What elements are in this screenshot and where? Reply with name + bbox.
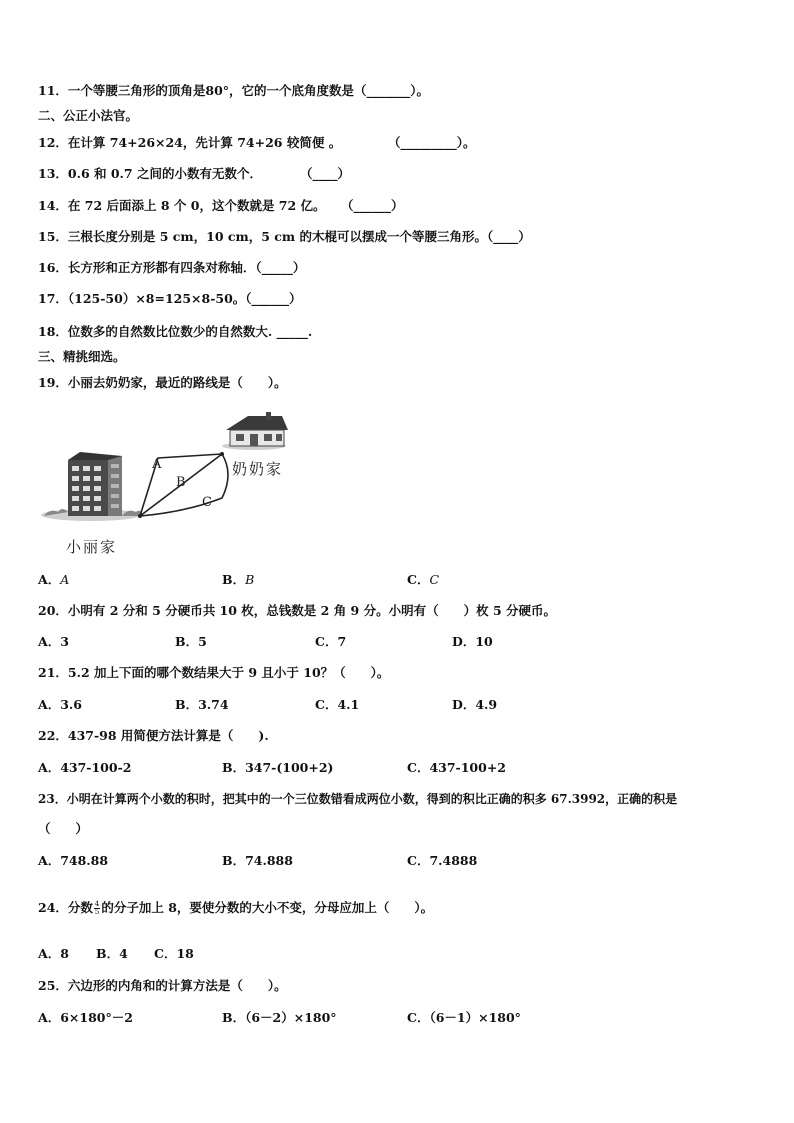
q25-option-c[interactable]: C．（6－1）×180° [407, 1010, 521, 1025]
question-16: 16．长方形和正方形都有四条对称轴．（_____） [38, 260, 306, 275]
question-24: 24．分数 $\frac{4}{5}$ 的分子加上 8，要使分数的大小不变，分母应加上（ ）。 [38, 900, 434, 916]
xiaoli-home-label: 小丽家 [66, 538, 118, 556]
q22-option-b[interactable]: B．347-(100+2) [222, 760, 334, 775]
question-13: 13．0.6 和 0.7 之间的小数有无数个． [38, 166, 262, 181]
fraction: $\frac{4}{5}$ [94, 900, 100, 916]
apartment-building-icon [41, 452, 144, 521]
question-17: 17．（125-50）×8=125×8-50。（______） [38, 291, 302, 306]
route-a-label: A [152, 457, 162, 472]
question-11: 11．一个等腰三角形的顶角是80°，它的一个底角度数是（_______）。 [38, 83, 430, 98]
q20-option-b[interactable]: B．5 [175, 634, 207, 649]
question-21: 21．5.2 加上下面的哪个数结果大于 9 且小于 10？（ ）。 [38, 665, 390, 680]
question-25: 25．六边形的内角和的计算方法是（ ）。 [38, 978, 287, 993]
section-2-heading: 二、公正小法官。 [38, 108, 139, 123]
question-14: 14．在 72 后面添上 8 个 0，这个数就是 72 亿。 [38, 198, 326, 213]
house-icon [222, 412, 288, 450]
q25-option-a[interactable]: A．6×180°－2 [38, 1010, 133, 1025]
q23-option-b[interactable]: B．74.888 [222, 853, 293, 868]
question-15: 15．三根长度分别是 5 cm，10 cm，5 cm 的木棍可以摆成一个等腰三角形。（____） [38, 229, 531, 244]
question-12-blank: （_________）。 [388, 135, 476, 150]
q24-option-a[interactable]: A．8 [38, 946, 69, 961]
q21-option-a[interactable]: A．3.6 [38, 697, 82, 712]
q24-option-c[interactable]: C．18 [154, 946, 194, 961]
question-23-blank: （ ） [38, 821, 89, 836]
q19-option-c[interactable]: C．C [407, 572, 440, 587]
q23-option-c[interactable]: C．7.4888 [407, 853, 478, 868]
route-b-label: B [176, 475, 186, 490]
question-13-blank: （____） [300, 166, 351, 181]
q22-option-c[interactable]: C．437-100+2 [407, 760, 506, 775]
q20-option-a[interactable]: A．3 [38, 634, 69, 649]
grandma-home-label: 奶奶家 [232, 460, 284, 478]
question-19: 19．小丽去奶奶家，最近的路线是（ ）。 [38, 375, 287, 390]
question-23: 23．小明在计算两个小数的积时，把其中的一个三位数错看成两位小数，得到的积比正确的积多 67.3992，正确的积是 [38, 792, 678, 806]
section-3-heading: 三、精挑细选。 [38, 349, 126, 364]
q21-option-d[interactable]: D．4.9 [452, 697, 498, 712]
q19-option-a[interactable]: A．A [38, 572, 70, 587]
route-c-label: C [202, 495, 212, 510]
q22-option-a[interactable]: A．437-100-2 [38, 760, 132, 775]
q23-option-a[interactable]: A．748.88 [38, 853, 109, 868]
q25-option-b[interactable]: B．（6－2）×180° [222, 1010, 337, 1025]
q19-option-b[interactable]: B．B [222, 572, 255, 587]
question-18: 18．位数多的自然数比位数少的自然数大. _____. [38, 324, 313, 339]
q21-option-c[interactable]: C．4.1 [315, 697, 360, 712]
question-22: 22．437-98 用简便方法计算是（ ). [38, 728, 269, 743]
question-20: 20．小明有 2 分和 5 分硬币共 10 枚，总钱数是 2 角 9 分。小明有（ ）枚 5 分硬币。 [38, 603, 557, 618]
q20-option-d[interactable]: D．10 [452, 634, 493, 649]
question-12: 12．在计算 74+26×24，先计算 74+26 较简便 。 [38, 135, 342, 150]
route-figure [36, 412, 306, 562]
q24-option-b[interactable]: B．4 [96, 946, 128, 961]
question-14-blank: （______） [341, 198, 404, 213]
q21-option-b[interactable]: B．3.74 [175, 697, 229, 712]
q20-option-c[interactable]: C．7 [315, 634, 347, 649]
